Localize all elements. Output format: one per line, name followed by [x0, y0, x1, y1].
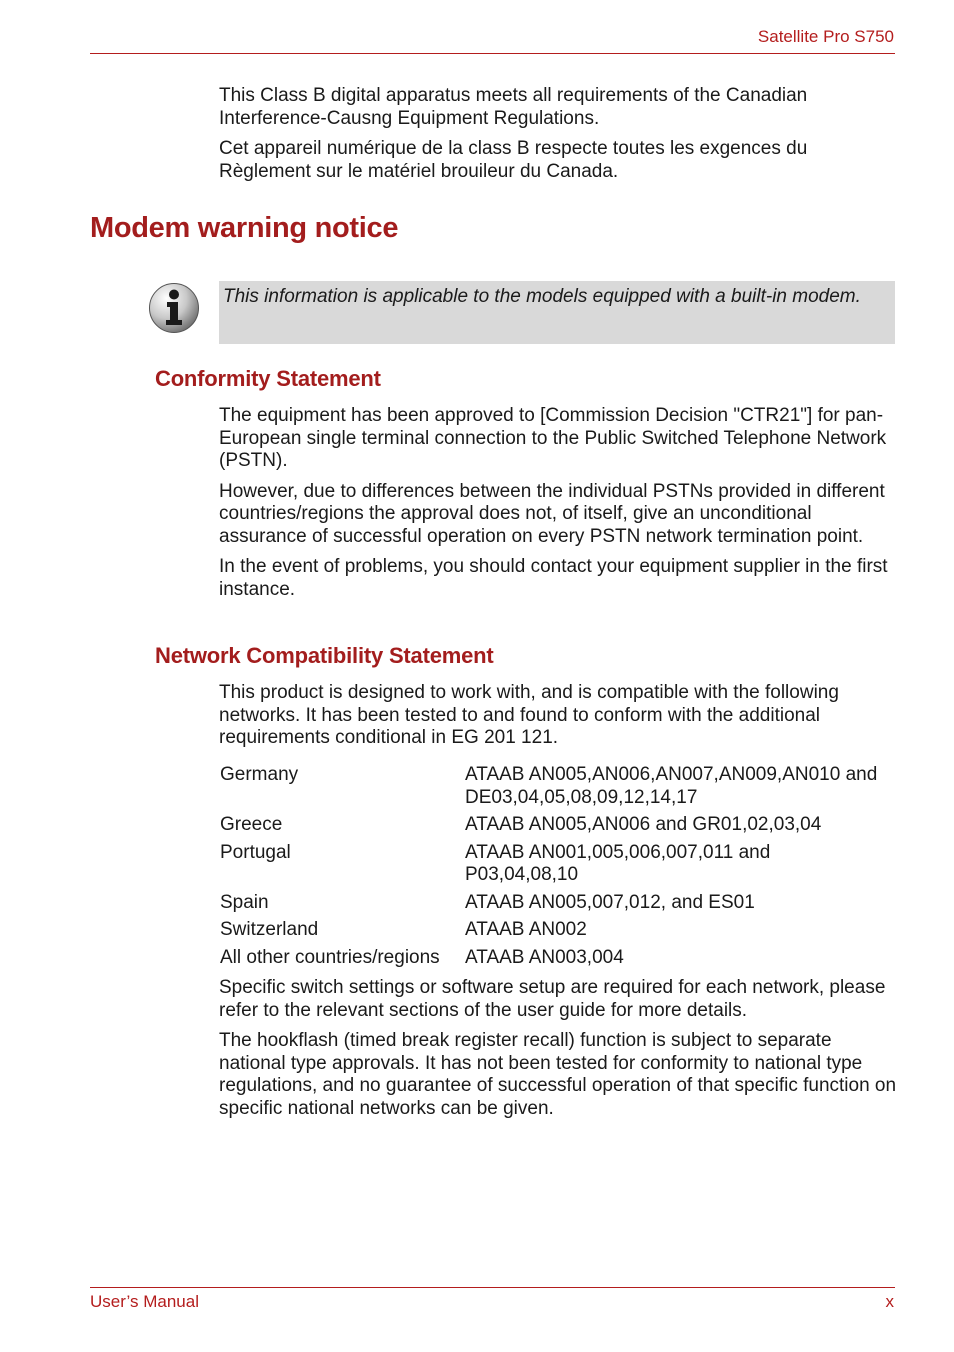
page-number: x	[885, 1292, 894, 1311]
note-text: This information is applicable to the models equipped with a built-in modem.	[223, 286, 861, 307]
info-icon	[148, 282, 200, 334]
country-cell: Greece	[220, 814, 283, 835]
table-row	[220, 764, 885, 809]
table-row	[220, 892, 885, 915]
requirements-cell: ATAAB AN005,AN006,AN007,AN009,AN010 and DE03,04,05,08,09,12,14,17	[465, 764, 878, 808]
country-cell: Switzerland	[220, 919, 319, 940]
requirements-cell: ATAAB AN005,AN006 and GR01,02,03,04	[465, 814, 822, 835]
table-row	[220, 919, 885, 942]
requirements-cell: ATAAB AN005,007,012, and ES01	[465, 891, 755, 913]
country-cell: Germany	[220, 764, 299, 785]
footer-rule	[90, 1287, 895, 1288]
footer-manual-label: User’s Manual	[90, 1292, 199, 1311]
network-paragraph: Specific switch settings or software setup are required for each network, please refer to the relevant sections of the user guide for more details.	[219, 977, 886, 1021]
table-row	[220, 814, 885, 837]
conformity-paragraph: However, due to differences between the individual PSTNs provided in different countries/regions the approval does not, of itself, give an unconditional assurance of successful operation on every PSTN network termination point.	[219, 480, 885, 547]
network-heading: Network Compatibility Statement	[155, 643, 494, 668]
network-intro-block	[219, 682, 899, 758]
requirements-cell: ATAAB AN001,005,006,007,011 and P03,04,08,10	[465, 841, 771, 885]
table-row	[220, 947, 885, 970]
conformity-paragraph: In the event of problems, you should contact your equipment supplier in the first instance.	[219, 556, 888, 600]
conformity-paragraph: The equipment has been approved to [Commission Decision "CTR21"] for pan-European single terminal connection to the Public Switched Telephone Network (PSTN).	[219, 405, 887, 471]
requirements-cell: ATAAB AN002	[465, 919, 587, 940]
country-cell: All other countries/regions	[220, 946, 440, 968]
table-row	[220, 842, 885, 887]
requirements-cell: ATAAB AN003,004	[465, 946, 624, 968]
section-title: Modem warning notice	[90, 212, 399, 244]
country-cell: Portugal	[220, 841, 291, 863]
intro-block	[219, 85, 899, 191]
network-paragraph: The hookflash (timed break register recall) function is subject to separate national type approvals. It has not been tested for conformity to national type regulations, and no guarantee of successful operation of that specific function on specific national networks can be given.	[219, 1030, 897, 1119]
conformity-block	[219, 405, 899, 609]
intro-paragraph: This Class B digital apparatus meets all requirements of the Canadian Interference-Causng Equipment Regulations.	[219, 85, 808, 129]
running-header-title: Satellite Pro S750	[757, 27, 894, 46]
header-rule	[90, 53, 895, 54]
network-after-block	[219, 977, 899, 1128]
compatibility-table	[220, 764, 885, 974]
country-cell: Spain	[220, 891, 269, 913]
intro-paragraph-french: Cet appareil numérique de la class B respecte toutes les exgences du Règlement sur le matériel brouileur du Canada.	[219, 138, 808, 182]
conformity-heading: Conformity Statement	[155, 366, 381, 391]
network-intro: This product is designed to work with, and is compatible with the following networks. It has been tested to and found to conform with the additional requirements conditional in EG 201 121.	[219, 682, 839, 748]
note-box	[219, 281, 895, 344]
